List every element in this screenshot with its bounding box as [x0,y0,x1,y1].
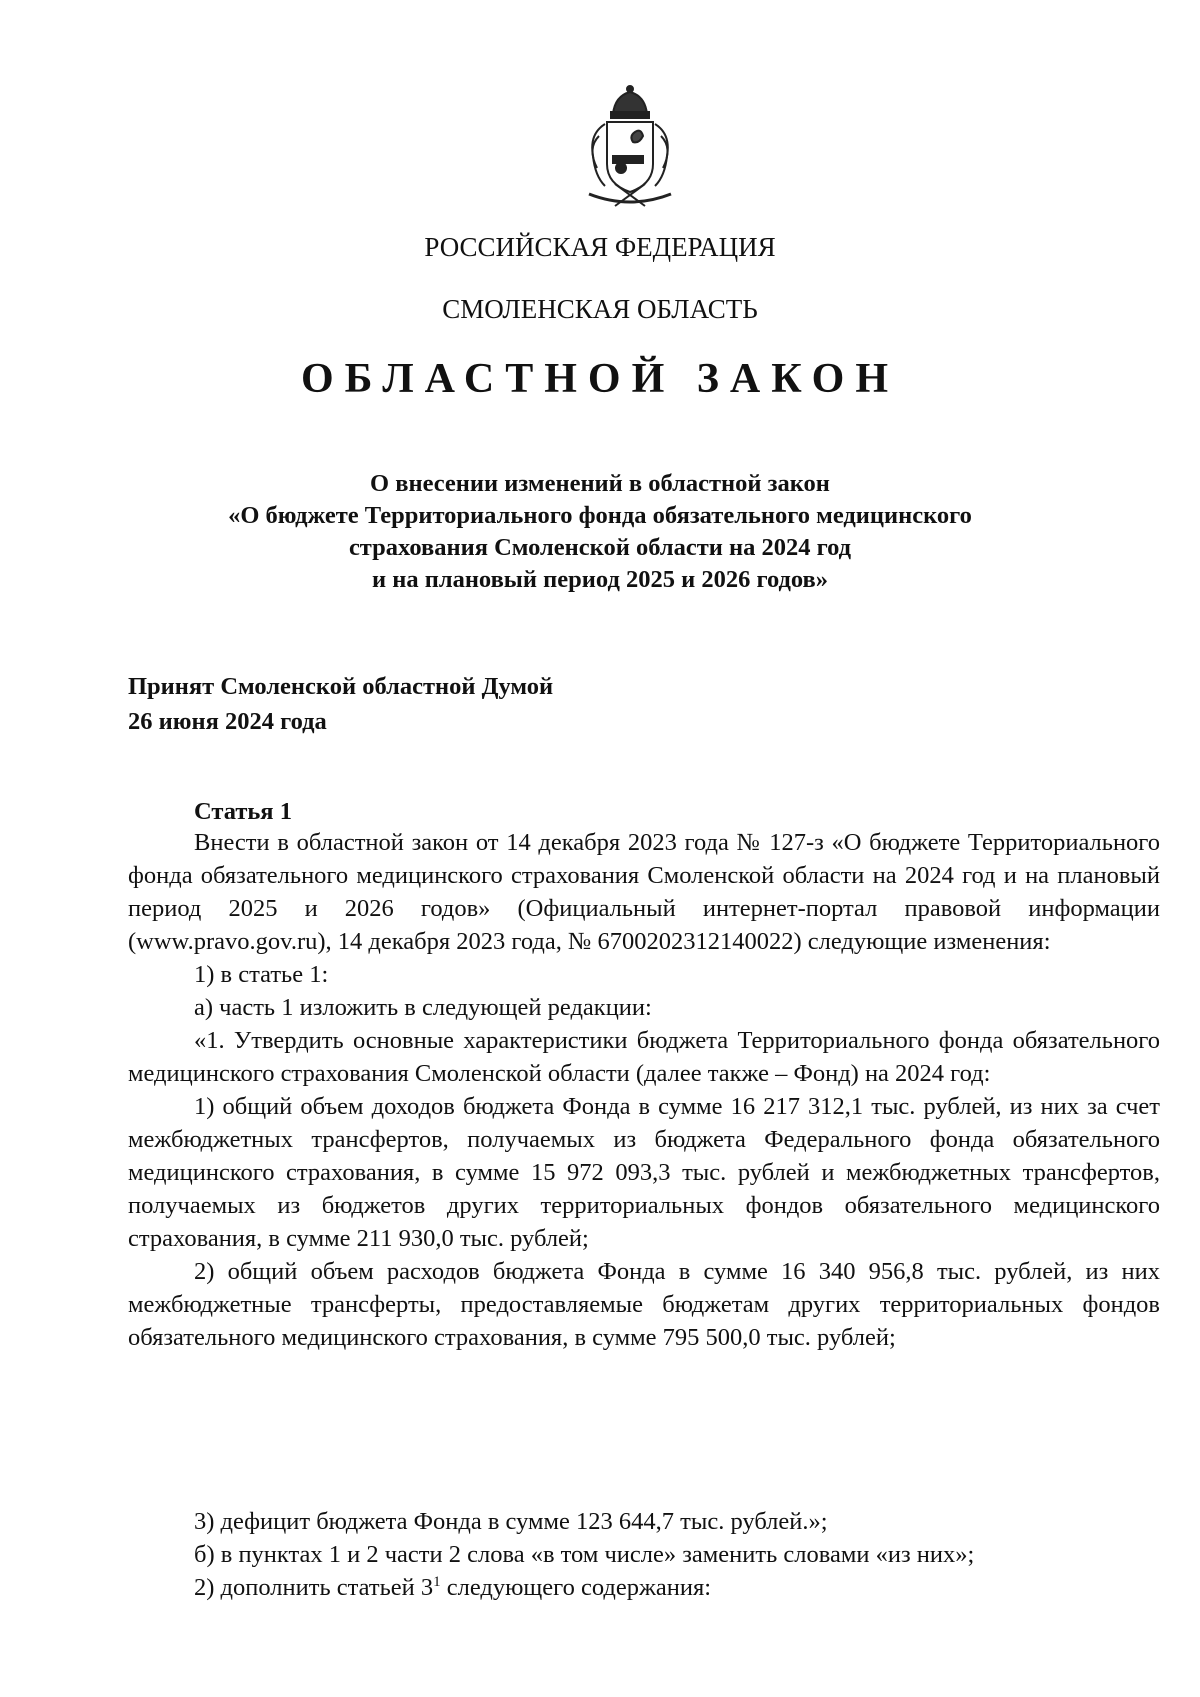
paragraph: 1) общий объем доходов бюджета Фонда в сумме 16 217 312,1 тыс. рублей, из них за счет межбюджетных трансфертов, получаемых из бюджета Федерального фонда обязательного медицинского страхования, в сумме 15 972 093,3 тыс. рублей и межбюджетных трансфертов, получаемых из бюджетов других территориальных фондов обязательного медицинского страхования, в сумме 211 930,0 тыс. рублей; [128,1093,1160,1252]
law-title-line: О внесении изменений в областной закон [370,470,830,497]
coat-of-arms-emblem [575,84,685,212]
adoption-note [128,669,553,739]
document-type-heading: ОБЛАСТНОЙ ЗАКОН [300,356,900,402]
add-article-text-end: следующего содержания: [440,1574,712,1601]
paragraph: Внести в областной закон от 14 декабря 2023 года № 127-з «О бюджете Территориального фонда обязательного медицинского страхования Смоленской области на 2024 год и на плановый период 2025 и 2026 годов» (Официальный интернет-портал правовой информации (www.pravo.gov.ru), 14 декабря 2023 года, № 6700202312140022) следующие изменения: [128,829,1160,955]
paragraph-add-article [128,1571,1160,1604]
paragraph: 2) общий объем расходов бюджета Фонда в сумме 16 340 956,8 тыс. рублей, из них межбюджетные трансферты, предоставляемые бюджетам других территориальных фондов обязательного медицинского страхования, в сумме 795 500,0 тыс. рублей; [128,1258,1160,1351]
region-heading: СМОЛЕНСКАЯ ОБЛАСТЬ [442,294,758,324]
article-superscript: 1 [433,1573,441,1590]
add-article-text: 2) дополнить статьей 3 [194,1574,434,1601]
paragraph: «1. Утвердить основные характеристики бюджета Территориального фонда обязательного медицинского страхования Смоленской области (далее также – Фонд) на 2024 год: [128,1027,1160,1087]
law-title-line: и на плановый период 2025 и 2026 годов» [371,566,829,593]
law-title-line: страхования Смоленской области на 2024 год [348,534,852,561]
paragraph-replace-words: б) в пунктах 1 и 2 части 2 слова «в том числе» заменить словами «из них»; [194,1541,975,1568]
law-title-line: «О бюджете Территориального фонда обязательного медицинского [228,502,972,529]
country-heading: РОССИЙСКАЯ ФЕДЕРАЦИЯ [424,232,776,262]
paragraph-deficit: 3) дефицит бюджета Фонда в сумме 123 644,7 тыс. рублей.»; [194,1508,828,1535]
law-title [0,468,1200,596]
paragraph: а) часть 1 изложить в следующей редакции: [194,994,652,1021]
adoption-body: Принят Смоленской областной Думой [128,673,554,700]
article-body [128,826,1160,1354]
paragraph: 1) в статье 1: [194,961,329,988]
article-heading: Статья 1 [194,798,292,825]
adoption-date: 26 июня 2024 года [128,708,327,735]
article-body-continued [128,1505,1160,1604]
